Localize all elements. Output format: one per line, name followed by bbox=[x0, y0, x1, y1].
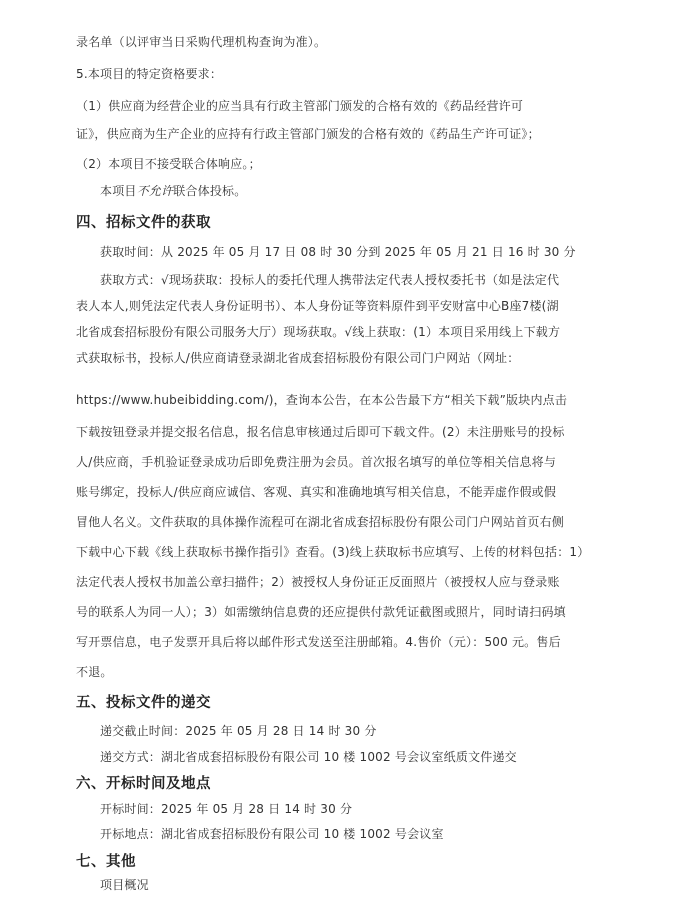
text-line-acquire-method-8: 冒他人名义。文件获取的具体操作流程可在湖北省成套招标股份有限公司门户网站首页右侧 bbox=[76, 515, 565, 529]
text-line-submit-method: 递交方式：湖北省成套招标股份有限公司 10 楼 1002 号会议室纸质文件递交 bbox=[100, 750, 517, 764]
text-line-acquire-method-1: 表人本人,则凭法定代表人身份证明书）、本人身份证等资料原件到平安财富中心B座7楼(湖 bbox=[76, 299, 559, 313]
consortium-prefix: 本项目 bbox=[100, 184, 137, 198]
section-heading-5: 五、投标文件的递交 bbox=[76, 695, 211, 711]
text-line-consortium bbox=[100, 183, 246, 199]
text-line-acquire-method-6: 人/供应商，手机验证登录成功后即免费注册为会员。首次报名填写的单位等相关信息将与 bbox=[76, 455, 557, 469]
text-line-special-requirements: 5.本项目的特定资格要求： bbox=[76, 67, 223, 81]
text-line-acquire-method-2: 北省成套招标股份有限公司服务大厅）现场获取。√线上获取：(1）本项目采用线上下载方 bbox=[76, 325, 561, 339]
consortium-not-allowed: 不允许 bbox=[136, 184, 174, 198]
text-line-acquire-method-9: 下载中心下载《线上获取标书操作指引》查看。(3)线上获取标书应填写、上传的材料包括：1） bbox=[76, 545, 590, 559]
text-line-blacklist-note: 录名单（以评审当日采购代理机构查询为准）。 bbox=[76, 35, 327, 49]
text-line-acquire-time: 获取时间：从 2025 年 05 月 17 日 08 时 30 分到 2025 年 05 月 21 日 16 时 30 分 bbox=[100, 245, 576, 259]
text-line-project-overview: 项目概况 bbox=[100, 878, 149, 892]
text-line-acquire-method-13: 不退。 bbox=[76, 665, 113, 679]
text-line-acquire-method-7: 账号绑定，投标人/供应商应诚信、客观、真实和准确地填写相关信息，不能弄虚作假或假 bbox=[76, 485, 557, 499]
text-line-acquire-method-11: 号的联系人为同一人）；3）如需缴纳信息费的还应提供付款凭证截图或照片，同时请扫码填 bbox=[76, 605, 566, 619]
text-line-req-2: （2）本项目不接受联合体响应。； bbox=[76, 157, 261, 171]
section-heading-4: 四、招标文件的获取 bbox=[76, 215, 211, 231]
section-heading-6: 六、开标时间及地点 bbox=[76, 776, 211, 792]
text-line-acquire-method-0: 获取方式：√现场获取：投标人的委托代理人携带法定代表人授权委托书（如是法定代 bbox=[100, 273, 560, 287]
text-line-acquire-method-3: 式获取标书，投标人/供应商请登录湖北省成套招标股份有限公司门户网站（网址： bbox=[76, 351, 520, 365]
text-line-req-1a: （1）供应商为经营企业的应当具有行政主管部门颁发的合格有效的《药品经营许可 bbox=[76, 99, 524, 113]
text-line-req-1b: 证》，供应商为生产企业的应持有行政主管部门颁发的合格有效的《药品生产许可证》； bbox=[76, 127, 540, 141]
consortium-suffix: 联合体投标。 bbox=[173, 184, 247, 198]
text-line-acquire-method-12: 写开票信息，电子发票开具后将以邮件形式发送至注册邮箱。4.售价（元）：500 元。售后 bbox=[76, 635, 561, 649]
text-line-opening-time: 开标时间：2025 年 05 月 28 日 14 时 30 分 bbox=[100, 802, 353, 816]
section-heading-7: 七、其他 bbox=[76, 854, 136, 870]
text-line-acquire-method-10: 法定代表人授权书加盖公章扫描件；2）被授权人身份证正反面照片（被授权人应与登录账 bbox=[76, 575, 560, 589]
text-line-acquire-method-4: https://www.hubeibidding.com/)，查询本公告，在本公告最下方“相关下载”版块内点击 bbox=[76, 393, 568, 407]
text-line-submit-deadline: 递交截止时间：2025 年 05 月 28 日 14 时 30 分 bbox=[100, 724, 377, 738]
text-line-opening-place: 开标地点：湖北省成套招标股份有限公司 10 楼 1002 号会议室 bbox=[100, 827, 444, 841]
text-line-acquire-method-5: 下载按钮登录并提交报名信息，报名信息审核通过后即可下载文件。(2）未注册账号的投标 bbox=[76, 425, 565, 439]
